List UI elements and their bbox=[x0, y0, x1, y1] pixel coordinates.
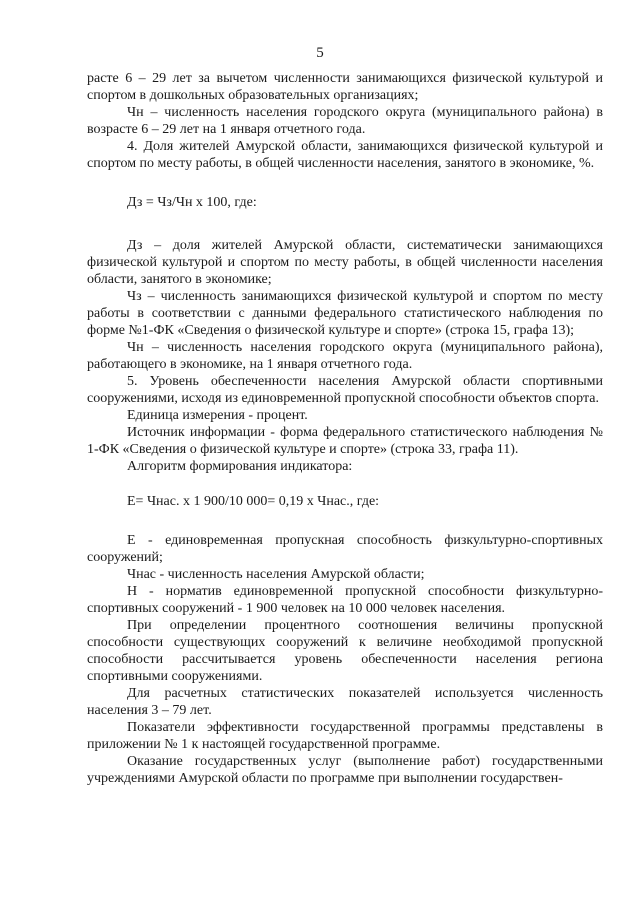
spacer bbox=[87, 510, 603, 532]
paragraph-unit: Единица измерения - процент. bbox=[127, 408, 308, 423]
paragraph-indicator-4: 4. Доля жителей Амурской области, занимающихся физической культурой и спортом по месту работы, в общей численности населения, занятого в экономике, %. bbox=[87, 139, 603, 171]
paragraph-e-definition: Е - единовременная пропускная способность физкультурно-спортивных сооружений; bbox=[87, 533, 603, 565]
paragraph-n-definition: Н - норматив единовременной пропускной способности физкультурно-спортивных сооружений - 1 900 человек на 10 000 человек населения. bbox=[87, 584, 603, 616]
spacer bbox=[87, 211, 603, 237]
paragraph-state-services: Оказание государственных услуг (выполнение работ) государственными учреждениями Амурской области по программе при выполнении государствен- bbox=[87, 754, 603, 786]
spacer bbox=[87, 475, 603, 493]
paragraph-efficiency-indicators: Показатели эффективности государственной программы представлены в приложении № 1 к настоящей государственной программе. bbox=[87, 720, 603, 752]
paragraph-continuation: расте 6 – 29 лет за вычетом численности занимающихся физической культурой и спортом в дошкольных образовательных организациях; bbox=[87, 71, 603, 103]
formula-e: Е= Чнас. х 1 900/10 000= 0,19 х Чнас., где: bbox=[127, 494, 380, 509]
paragraph-source: Источник информации - форма федерального статистического наблюдения № 1-ФК «Сведения о физической культуре и спорте» (строка 33, графа 11). bbox=[87, 425, 603, 457]
paragraph-chn-definition: Чн – численность населения городского округа (муниципального района) в возрасте 6 – 29 лет на 1 января отчетного года. bbox=[87, 105, 603, 137]
paragraph-chz-definition: Чз – численность занимающихся физической культурой и спортом по месту работы в соответствии с данными федерального статистического наблюдения по форме №1-ФК «Сведения о физической культуре и спорте» (строка 15, графа 13); bbox=[87, 289, 603, 338]
formula-dz: Дз = Чз/Чн х 100, где: bbox=[127, 195, 257, 210]
paragraph-population-range: Для расчетных статистических показателей используется численность населения 3 – 79 лет. bbox=[87, 686, 603, 718]
paragraph-algorithm: Алгоритм формирования индикатора: bbox=[127, 459, 353, 474]
paragraph-chnas-definition: Чнас - численность населения Амурской области; bbox=[127, 567, 425, 582]
document-body bbox=[87, 70, 603, 787]
paragraph-chn-working-definition: Чн – численность населения городского округа (муниципального района), работающего в экономике, на 1 января отчетного года. bbox=[87, 340, 603, 372]
paragraph-indicator-5: 5. Уровень обеспеченности населения Амурской области спортивными сооружениями, исходя из единовременной пропускной способности объектов спорта. bbox=[87, 374, 603, 406]
paragraph-percent-ratio: При определении процентного соотношения величины пропускной способности существующих сооружений к величине необходимой пропускной способности рассчитывается уровень обеспеченности населения региона спортивными сооружениями. bbox=[87, 618, 603, 684]
paragraph-dz-definition: Дз – доля жителей Амурской области, систематически занимающихся физической культурой и спортом по месту работы, в общей численности населения области, занятого в экономике; bbox=[87, 238, 603, 287]
page-number: 5 bbox=[316, 45, 324, 61]
spacer bbox=[87, 172, 603, 194]
